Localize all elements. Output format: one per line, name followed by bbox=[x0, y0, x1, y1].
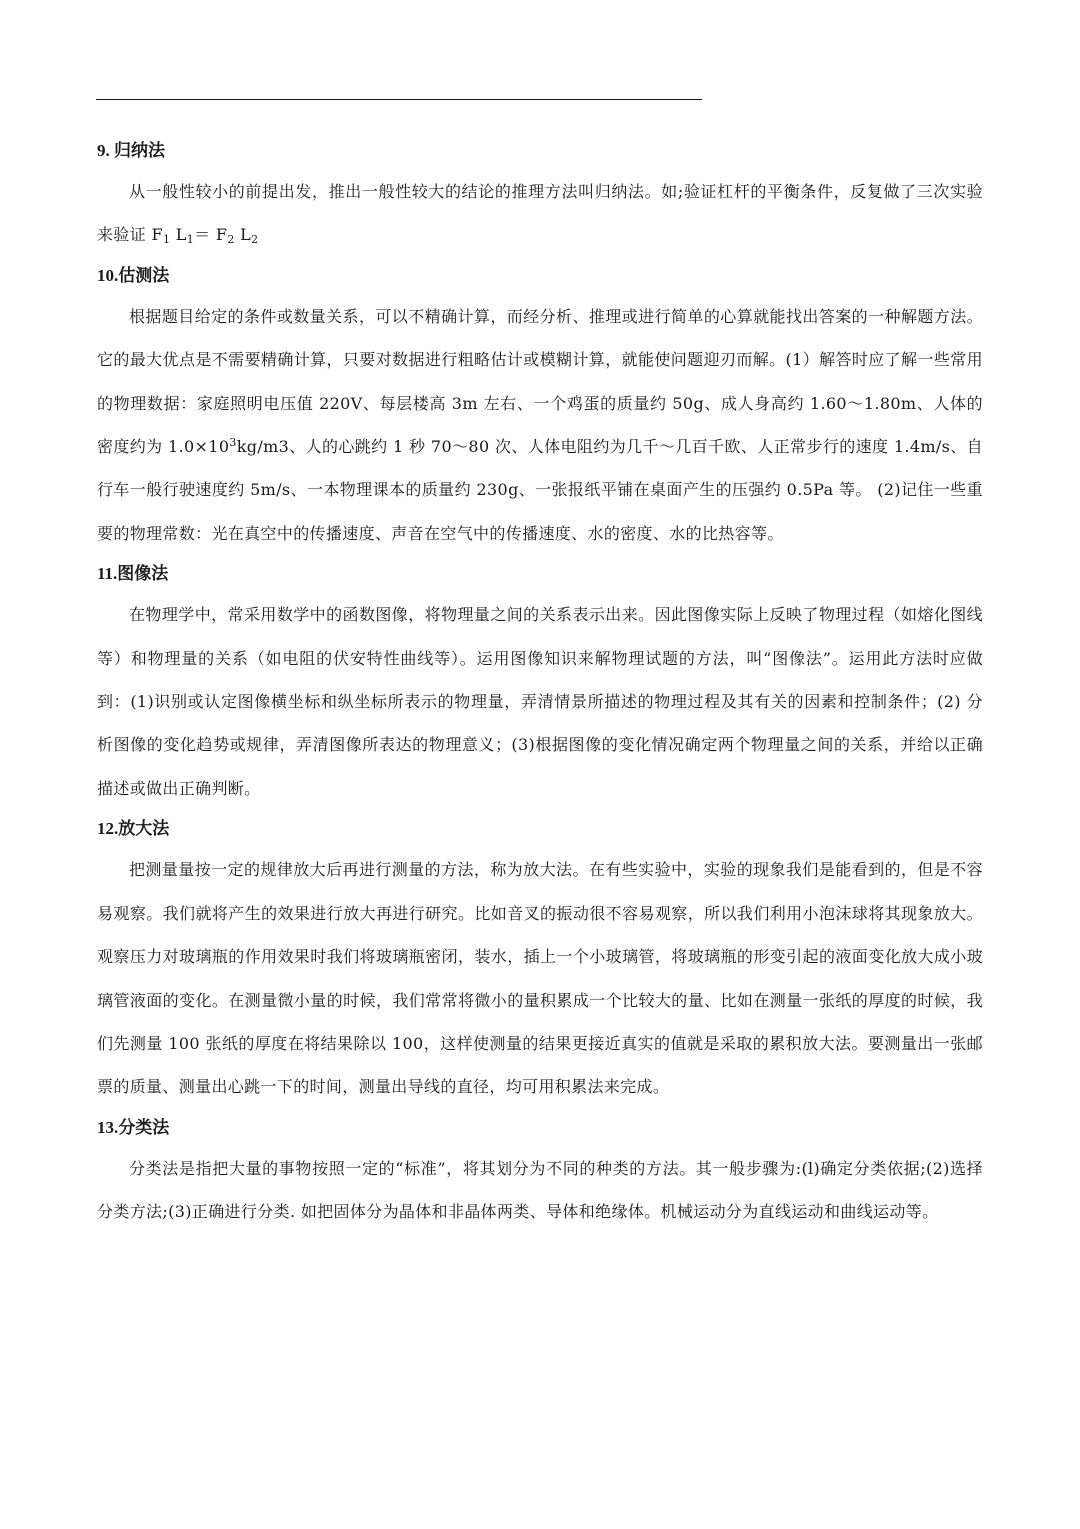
section-heading: 10.估测法 bbox=[97, 265, 170, 285]
formula-f2: F bbox=[215, 225, 228, 245]
section-heading: 13.分类法 bbox=[97, 1117, 170, 1137]
section-heading: 11.图像法 bbox=[97, 564, 169, 584]
formula-f1-sub: 1 bbox=[162, 233, 171, 247]
formula-l1: L bbox=[175, 225, 187, 245]
paragraph-text: 从一般性较小的前提出发，推出一般性较大的结论的推理方法叫归纳法。如;验证杠杆的平衡条件，反复做了三次实验来验证 bbox=[97, 182, 983, 245]
section-paragraph bbox=[97, 295, 983, 555]
section-estimation bbox=[97, 261, 983, 555]
formula-l1-sub: 1 bbox=[186, 233, 195, 247]
section-paragraph: 把测量量按一定的规律放大后再进行测量的方法，称为放大法。在有些实验中，实验的现象我们是能看到的，但是不容易观察。我们就将产生的效果进行放大再进行研究。比如音叉的振动很不容易观察，所以我们利用小泡沫球将其现象放大。观察压力对玻璃瓶的作用效果时我们将玻璃瓶密闭，装水，插上一个小玻璃管，将玻璃瓶的形变引起的液面变化放大成小玻璃管液面的变化。在测量微小量的时候，我们常常将微小的量积累成一个比较大的量、比如在测量一张纸的厚度的时候，我们先测量 100 张纸的厚度在将结果除以 100，这样使测量的结果更接近真实的值就是采取的累积放大法。要测量出一张邮票的质量、测量出心跳一下的时间，测量出导线的直径，均可用积累法来完成。 bbox=[97, 860, 983, 1097]
paragraph-text: 根据题目给定的条件或数量关系，可以不精确计算，而经分析、推理或进行简单的心算就能找出答案的一种解题方法。它的最大优点是不需要精确计算，只要对数据进行粗略估计或模糊计算，就能使问题迎刃而解。(1）解答时应了解一些常用的物理数据：家庭照明电压值 220V、每层楼高 3m 左右、一个鸡蛋的质量约 50g、成人身高约 1.60～1.80m、人体的密度约为 1.0×10 bbox=[97, 306, 983, 457]
section-paragraph: 分类法是指把大量的事物按照一定的“标准”，将其划分为不同的种类的方法。其一般步骤为:(l)确定分类依据;(2)选择分类方法;(3)正确进行分类. 如把固体分为晶体和非晶体两类、导体和绝缘体。机械运动分为直线运动和曲线运动等。 bbox=[97, 1158, 983, 1222]
section-paragraph bbox=[97, 170, 983, 257]
section-heading: 12.放大法 bbox=[97, 819, 170, 839]
formula-f1: F bbox=[151, 225, 163, 245]
section-paragraph: 在物理学中，常采用数学中的函数图像，将物理量之间的关系表示出来。因此图像实际上反映了物理过程（如熔化图线等）和物理量的关系（如电阻的伏安特性曲线等）。运用图像知识来解物理试题的方法，叫“图像法”。运用此方法时应做到：(1)识别或认定图像横坐标和纵坐标所表示的物理量，弄清情景所描述的物理过程及其有关的因素和控制条件；(2) 分析图像的变化趋势或规律，弄清图像所表达的物理意义；(3)根据图像的变化情况确定两个物理量之间的关系，并给以正确描述或做出正确判断。 bbox=[97, 605, 983, 798]
section-induction bbox=[97, 136, 983, 257]
formula-l2-sub: 2 bbox=[251, 233, 259, 247]
section-heading: 9. 归纳法 bbox=[97, 141, 165, 160]
section-amplification bbox=[97, 814, 983, 1108]
exponent: 3 bbox=[229, 436, 237, 450]
document-body bbox=[97, 136, 983, 1238]
section-graph-method bbox=[97, 559, 983, 810]
paragraph-text: kg/m3、人的心跳约 1 秒 70～80 次、人体电阻约为几千～几百千欧、人正常步行的速度 1.4m/s、自行车一般行驶速度约 5m/s、一本物理课本的质量约 230g、一张报纸平铺在桌面产生的压强约 0.5Pa 等。 (2)记住一些重要的物理常数：光在真空中的传播速度、声音在空气中的传播速度、水的密度、水的比热容等。 bbox=[97, 437, 983, 543]
formula-f2-sub: 2 bbox=[227, 233, 235, 247]
header-rule bbox=[96, 99, 702, 100]
formula-l2: L bbox=[240, 225, 252, 245]
section-classification bbox=[97, 1113, 983, 1234]
formula-equals: ＝ bbox=[194, 225, 216, 245]
